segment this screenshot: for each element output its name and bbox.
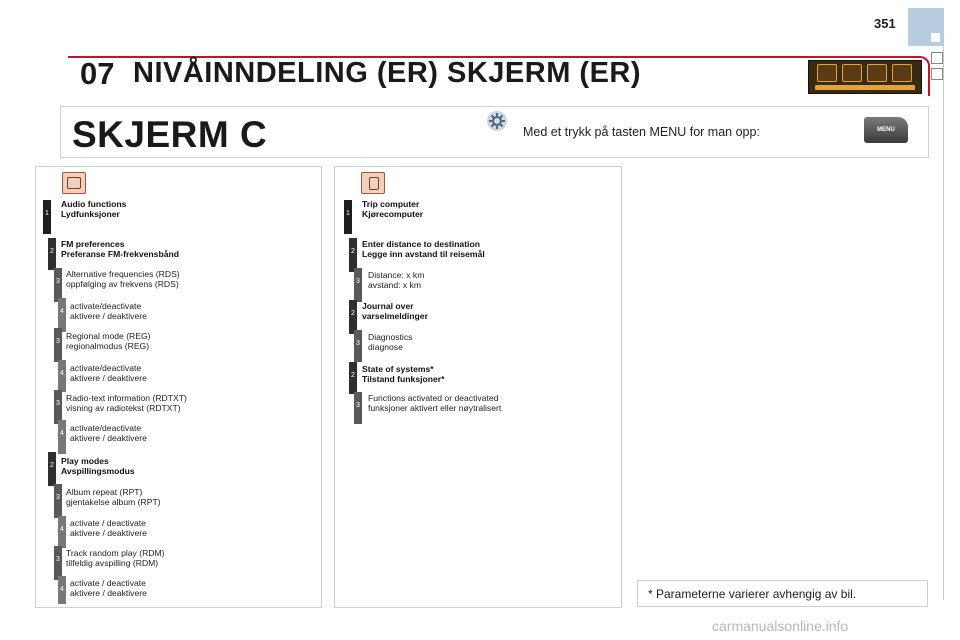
menu-entry: Trip computer Kjørecomputer [362,199,424,219]
margin-square-2 [931,68,943,80]
trip-computer-icon [361,172,385,194]
level-4-marker: 4 [58,298,66,332]
chapter-number: 07 [80,56,115,91]
menu-entry: Album repeat (RPT) gjentakelse album (RPT) [66,487,161,507]
ribbon-trip-icon [842,64,862,82]
menu-entry: activate/deactivate aktivere / deaktivere [70,363,147,383]
menu-entry: FM preferences Preferanse FM-frekvensbånd [61,239,179,259]
level-1-marker: 1 [43,200,51,234]
level-3-marker: 3 [54,268,62,302]
level-3-marker: 3 [354,268,362,302]
watermark: carmanualsonline.info [712,618,849,634]
tab-square [931,33,940,42]
screen-ribbon-icon [808,60,922,94]
ribbon-fuel-icon [892,64,912,82]
menu-entry: Audio functions Lydfunksjoner [61,199,127,219]
level-3-marker: 3 [54,484,62,518]
margin-square-1 [931,52,943,64]
menu-entry: Regional mode (REG) regionalmodus (REG) [66,331,151,351]
level-4-marker: 4 [58,516,66,548]
menu-entry: Distance: x km avstand: x km [368,270,425,290]
level-2-marker: 2 [349,238,357,272]
menu-entry: Enter distance to destination Legge inn avstand til reisemål [362,239,485,259]
menu-entry: activate / deactivate aktivere / deaktivere [70,518,147,538]
level-2-marker: 2 [48,238,56,270]
menu-entry: Play modes Avspillingsmodus [61,456,135,476]
level-3-marker: 3 [54,546,62,580]
menu-entry: activate/deactivate aktivere / deaktivere [70,301,147,321]
level-2-marker: 2 [349,300,357,334]
level-3-marker: 3 [54,328,62,362]
level-4-marker: 4 [58,576,66,604]
level-1-marker: 1 [344,200,352,234]
footnote: * Parameterne varierer avhengig av bil. [648,587,857,601]
menu-entry: Diagnostics diagnose [368,332,413,352]
menu-entry: State of systems* Tilstand funksjoner* [362,364,445,384]
menu-entry: activate/deactivate aktivere / deaktivere [70,423,147,443]
right-panel [334,166,622,608]
level-4-marker: 4 [58,360,66,392]
menu-entry: Track random play (RDM) tilfeldig avspilling (RDM) [66,548,165,568]
ribbon-phone-icon [867,64,887,82]
screen-title: SKJERM C [72,114,268,155]
level-3-marker: 3 [54,390,62,424]
menu-button[interactable]: MENU [864,117,908,143]
level-2-marker: 2 [48,452,56,486]
menu-entry: Radio-text information (RDTXT) visning av radiotekst (RDTXT) [66,393,187,413]
menu-entry: Alternative frequencies (RDS) oppfølging av frekvens (RDS) [66,269,180,289]
menu-entry: activate / deactivate aktivere / deaktivere [70,578,147,598]
page-tab [908,8,944,46]
ribbon-audio-icon [817,64,837,82]
level-3-marker: 3 [354,330,362,362]
left-panel [35,166,322,608]
level-3-marker: 3 [354,392,362,424]
margin-rule [943,40,944,600]
menu-instruction: Med et trykk på tasten MENU for man opp: [523,125,760,139]
settings-gear-icon [486,110,508,132]
menu-entry: Journal over varselmeldinger [362,301,428,321]
menu-entry: Functions activated or deactivated funksjoner aktivert eller nøytralisert [368,393,502,413]
page-title: NIVÅINNDELING (ER) SKJERM (ER) [133,57,642,89]
audio-functions-icon [62,172,86,194]
page-number: 351 [874,16,896,31]
level-4-marker: 4 [58,420,66,454]
level-2-marker: 2 [349,362,357,394]
ribbon-bar [815,85,915,90]
